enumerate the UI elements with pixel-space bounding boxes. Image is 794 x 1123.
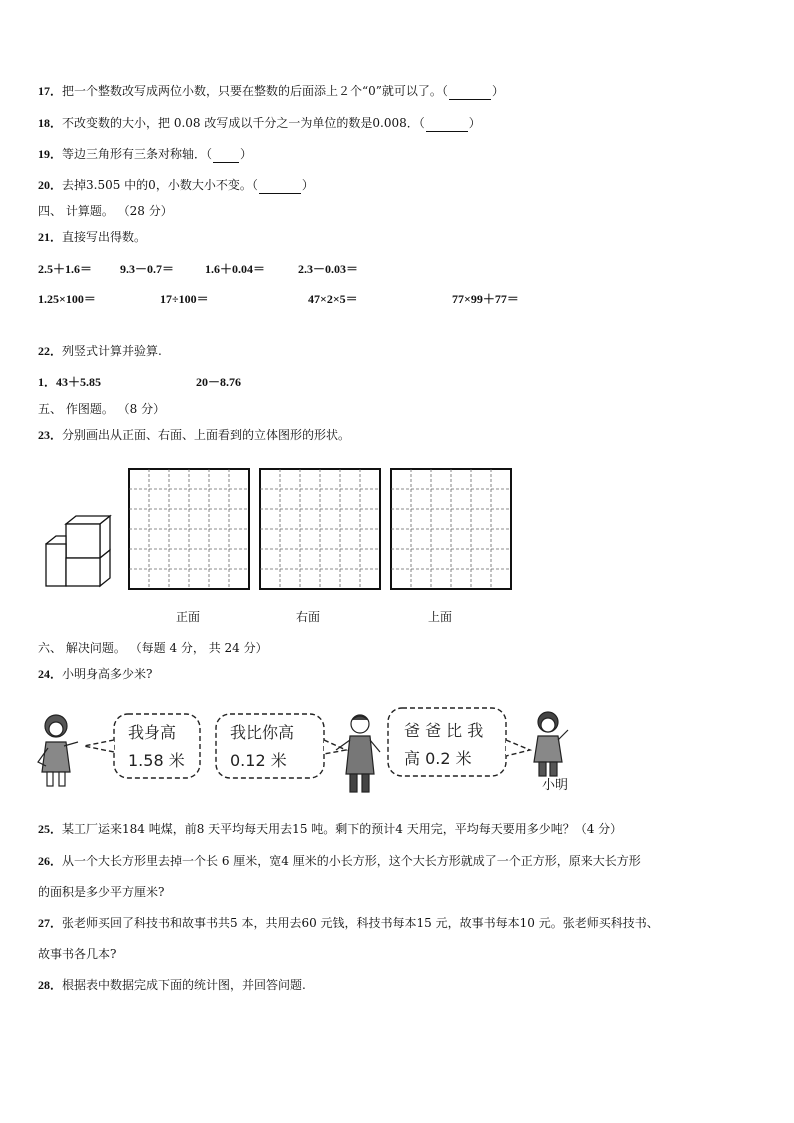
question-25	[38, 821, 622, 837]
section-6-heading: 六、 解决问题。 （每题 4 分， 共 24 分）	[38, 641, 268, 655]
question-text: 张老师买回了科技书和故事书共5 本，共用去60 元钱，科技书每本15 元，故事书每本10 元。张老师买科技书、	[62, 916, 659, 930]
label-top: 上面	[428, 610, 453, 624]
close-paren: ）	[491, 84, 504, 98]
question-text: 小明身高多少米?	[62, 667, 153, 681]
bubble1-line2: 1.58 米	[128, 751, 185, 770]
cube-stack-figure	[44, 512, 124, 592]
bubble3-line2: 高 0.2 米	[404, 749, 472, 768]
calc-item: 2.5＋1.6＝	[38, 262, 93, 276]
xiaoming-label: 小明	[542, 778, 569, 793]
father-figure	[336, 715, 380, 792]
question-number: 18．	[38, 116, 63, 130]
section-5-heading: 五、 作图题。 （8 分）	[38, 402, 166, 416]
question-text: 从一个大长方形里去掉一个长 6 厘米，宽4 厘米的小长方形，这个大长方形就成了一个正方形，原来大长方形	[62, 854, 641, 868]
bubble3-line1: 爸 爸 比 我	[404, 721, 484, 740]
bubble1-line1: 我身高	[128, 723, 177, 742]
question-27	[38, 915, 659, 931]
section-4-heading: 四、 计算题。 （28 分）	[38, 204, 173, 218]
question-24	[38, 666, 152, 682]
question-18	[38, 115, 481, 132]
question-text: 把一个整数改写成两位小数，只要在整数的后面添上２个“0”就可以了。（	[62, 84, 448, 98]
question-text: 分别画出从正面、右面、上面看到的立体图形的形状。	[62, 428, 351, 442]
height-comparison-illustration	[36, 706, 596, 802]
question-number: 22．	[38, 344, 63, 358]
question-number: 27．	[38, 916, 63, 930]
grid-front-view[interactable]	[128, 468, 250, 594]
answer-blank[interactable]	[213, 146, 239, 163]
question-26	[38, 853, 641, 869]
question-text: 某工厂运来184 吨煤，前8 天平均每天用去15 吨。剩下的预计4 天用完，平均每天要用多少吨？（4 分）	[62, 822, 623, 836]
answer-blank[interactable]	[259, 177, 301, 194]
question-number: 26．	[38, 854, 63, 868]
close-paren: ）	[468, 116, 481, 130]
calc-item: 9.3－0.7＝	[120, 262, 175, 276]
question-number: 23．	[38, 428, 63, 442]
girl-figure	[38, 715, 78, 786]
question-17	[38, 83, 504, 100]
question-19	[38, 146, 252, 163]
label-front: 正面	[176, 610, 201, 624]
question-text: 不改变数的大小，把 0.08 改写成以千分之一为单位的数是0.008．（	[62, 116, 425, 130]
question-text: 列竖式计算并验算.	[62, 344, 162, 358]
close-paren: ）	[301, 178, 314, 192]
question-number: 19．	[38, 147, 63, 161]
question-23	[38, 427, 350, 443]
question-text: 直接写出得数。	[62, 230, 147, 244]
question-text: 去掉3.505 中的0，小数大小不变。（	[62, 178, 258, 192]
vertical-calc-item: 20－8.76	[196, 375, 242, 389]
bubble2-line2: 0.12 米	[230, 751, 287, 770]
answer-blank[interactable]	[449, 83, 491, 100]
question-number: 24．	[38, 667, 63, 681]
question-number: 20．	[38, 178, 63, 192]
question-26-cont: 的面积是多少平方厘米?	[38, 885, 165, 899]
grid-top-view[interactable]	[390, 468, 512, 594]
calc-item: 1.25×100＝	[38, 292, 96, 306]
question-28	[38, 977, 306, 993]
question-number: 28．	[38, 978, 63, 992]
question-21	[38, 229, 146, 245]
calc-item: 1.6＋0.04＝	[205, 262, 266, 276]
calc-item: 17÷100＝	[160, 292, 209, 306]
question-text: 根据表中数据完成下面的统计图，并回答问题.	[62, 978, 306, 992]
question-number: 17．	[38, 84, 63, 98]
answer-blank[interactable]	[426, 115, 468, 132]
close-paren: ）	[240, 147, 253, 161]
xiaoming-figure	[534, 712, 568, 776]
grid-right-view[interactable]	[259, 468, 381, 594]
label-right: 右面	[296, 610, 321, 624]
question-number: 21．	[38, 230, 63, 244]
bubble2-line1: 我比你高	[230, 723, 295, 742]
calc-item: 2.3－0.03＝	[298, 262, 359, 276]
vertical-calc-item: 1．43＋5.85	[38, 375, 102, 389]
calc-item: 77×99＋77＝	[452, 292, 519, 306]
question-20	[38, 177, 314, 194]
question-text: 等边三角形有三条对称轴．（	[62, 147, 213, 161]
calc-item: 47×2×5＝	[308, 292, 358, 306]
question-number: 25．	[38, 822, 63, 836]
question-27-cont: 故事书各几本?	[38, 947, 117, 961]
question-22	[38, 343, 162, 359]
